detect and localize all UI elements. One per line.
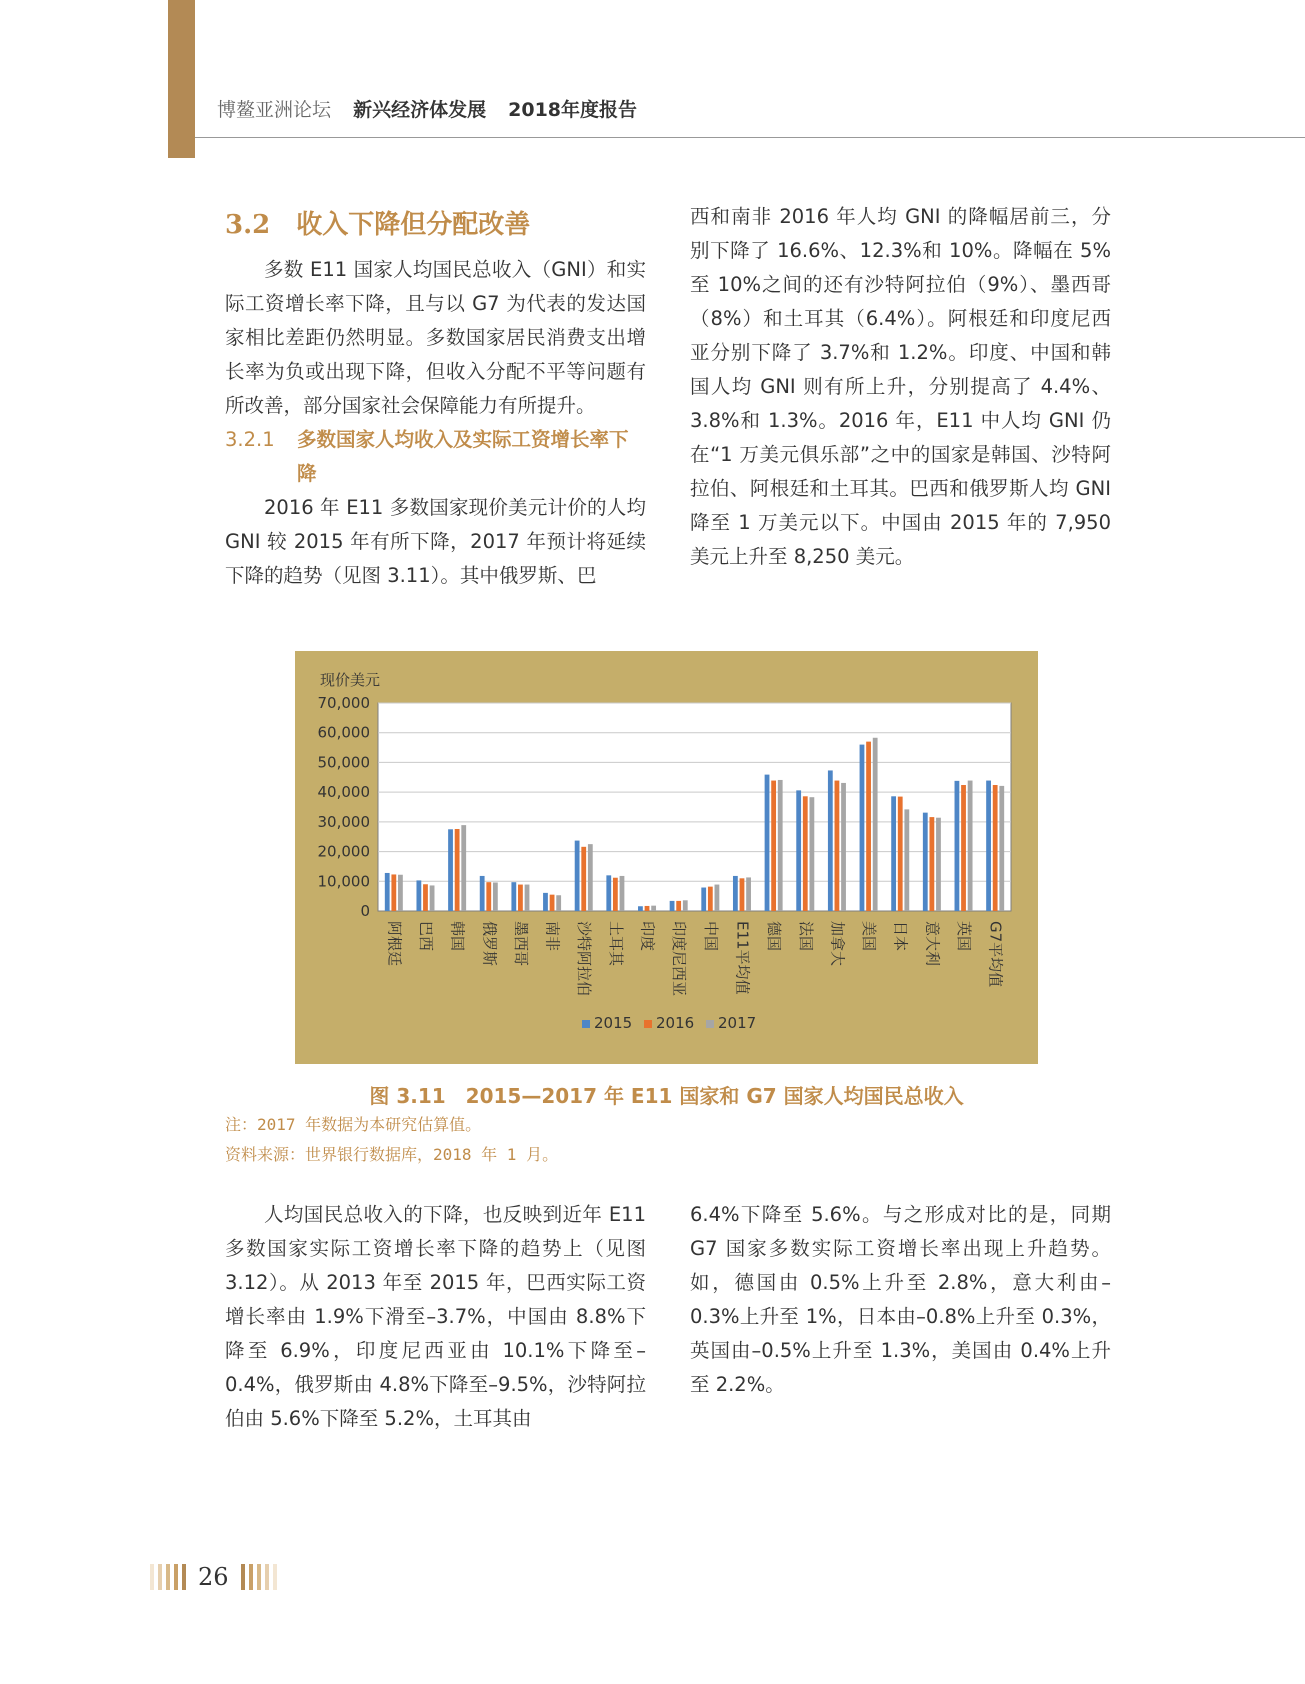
left-column-top xyxy=(225,205,646,593)
gni-chart xyxy=(295,651,1038,1064)
x-tick-label: 土耳其 xyxy=(606,921,625,967)
bar-2015 xyxy=(796,790,801,911)
bar-2016 xyxy=(613,878,618,911)
bar-2017 xyxy=(999,786,1004,911)
bar-2016 xyxy=(835,781,840,911)
bar-2017 xyxy=(968,781,973,911)
bar-2015 xyxy=(606,875,611,911)
figure-note: 注：2017 年数据为本研究估算值。 xyxy=(225,1115,482,1134)
bar-2017 xyxy=(620,876,625,911)
bar-2015 xyxy=(575,841,580,911)
body-paragraph-3: 人均国民总收入的下降，也反映到近年 E11 多数国家实际工资增长率下降的趋势上（见图 3.12）。从 2013 年至 2015 年，巴西实际工资增长率由 1.9%下滑至–3.7%，中国由 8.8%下降至 6.9%，印度尼西亚由 10.1%下降至–0.4%，俄罗斯由 4.8%下降至–9.5%，沙特阿拉伯由 5.6%下降至 5.2%，土耳其由 xyxy=(225,1203,646,1430)
bar-2015 xyxy=(511,882,516,911)
x-tick-label: 加拿大 xyxy=(828,921,847,967)
bar-2017 xyxy=(461,825,466,911)
bar-2016 xyxy=(518,885,523,911)
page-number: 26 xyxy=(198,1563,229,1591)
bar-2016 xyxy=(993,785,998,911)
bar-2016 xyxy=(708,887,713,911)
bar-2016 xyxy=(929,817,934,911)
y-tick-label: 0 xyxy=(360,902,370,920)
x-tick-label: 德国 xyxy=(765,921,784,952)
legend-swatch-2017 xyxy=(706,1020,714,1028)
bar-2017 xyxy=(715,885,720,911)
x-tick-label: 南非 xyxy=(543,921,562,952)
left-column-bottom xyxy=(225,1198,646,1436)
bar-2016 xyxy=(423,884,428,911)
bar-2015 xyxy=(670,901,675,911)
figure-source: 资料来源：世界银行数据库，2018 年 1 月。 xyxy=(225,1145,559,1164)
bar-2016 xyxy=(550,895,555,911)
y-tick-label: 40,000 xyxy=(317,783,370,802)
y-tick-label: 10,000 xyxy=(317,872,370,891)
section-heading xyxy=(225,205,646,245)
bar-2017 xyxy=(778,780,783,911)
y-tick-label: 60,000 xyxy=(317,723,370,742)
gni-chart-svg xyxy=(295,651,1038,1064)
legend-swatch-2016 xyxy=(644,1020,652,1028)
x-tick-label: 沙特阿拉伯 xyxy=(575,921,594,997)
bar-2016 xyxy=(455,829,460,911)
bar-2017 xyxy=(746,877,751,911)
x-tick-label: G7平均值 xyxy=(986,921,1005,988)
bar-2017 xyxy=(936,818,941,911)
body-paragraph-1: 2016 年 E11 多数国家现价美元计价的人均 GNI 较 2015 年有所下降，2017 年预计将延续下降的趋势（见图 3.11）。其中俄罗斯、巴 xyxy=(225,496,646,587)
footer-bars-right xyxy=(241,1564,277,1590)
footer-bars-left xyxy=(150,1564,186,1590)
bar-2017 xyxy=(430,885,435,911)
bar-2017 xyxy=(809,797,814,911)
bar-2016 xyxy=(645,906,650,911)
x-tick-label: 墨西哥 xyxy=(511,921,530,967)
section-title: 收入下降但分配改善 xyxy=(296,210,531,240)
x-tick-label: 俄罗斯 xyxy=(480,921,499,967)
bar-2017 xyxy=(873,738,878,911)
bar-2017 xyxy=(841,783,846,911)
legend-label-2017: 2017 xyxy=(718,1014,757,1032)
bar-2016 xyxy=(581,847,586,911)
bar-2017 xyxy=(493,882,498,911)
right-column-bottom xyxy=(690,1198,1111,1402)
x-tick-label: 英国 xyxy=(955,921,974,952)
x-tick-label: 韩国 xyxy=(448,921,467,952)
legend-swatch-2015 xyxy=(582,1020,590,1028)
bar-2015 xyxy=(638,906,643,911)
page-footer xyxy=(150,1562,277,1592)
bar-2017 xyxy=(556,895,561,911)
header-rule xyxy=(195,137,1305,138)
running-head xyxy=(217,95,637,122)
y-axis-label: 现价美元 xyxy=(320,671,381,689)
bar-2016 xyxy=(898,797,903,911)
y-tick-label: 20,000 xyxy=(317,842,370,861)
bar-2016 xyxy=(676,901,681,911)
legend-label-2015: 2015 xyxy=(594,1014,633,1032)
bar-2015 xyxy=(923,813,928,911)
bar-2015 xyxy=(543,893,548,911)
x-tick-label: 意大利 xyxy=(923,921,942,967)
header-color-tab xyxy=(168,0,195,158)
bar-2015 xyxy=(733,876,738,911)
bar-2015 xyxy=(701,888,706,911)
bar-2017 xyxy=(651,906,656,911)
running-head-book: 新兴经济体发展 xyxy=(353,99,487,121)
subsection-heading xyxy=(225,423,646,491)
bar-2016 xyxy=(866,742,871,911)
x-tick-label: 印度 xyxy=(638,921,657,952)
right-column-top xyxy=(690,200,1111,574)
bar-2015 xyxy=(765,775,770,911)
body-paragraph-4: 6.4%下降至 5.6%。与之形成对比的是，同期 G7 国家多数实际工资增长率出现上升趋势。如，德国由 0.5%上升至 2.8%，意大利由–0.3%上升至 1%，日本由–0.8%上升至 0.3%，英国由–0.5%上升至 1.3%，美国由 0.4%上升至 2.2%。 xyxy=(690,1203,1111,1396)
y-tick-label: 30,000 xyxy=(317,812,370,831)
bar-2015 xyxy=(891,796,896,911)
intro-paragraph: 多数 E11 国家人均国民总收入（GNI）和实际工资增长率下降，且与以 G7 为代表的发达国家相比差距仍然明显。多数国家居民消费支出增长率为负或出现下降，但收入分配不平等问题有所改善，部分国家社会保障能力有所提升。 xyxy=(225,258,646,417)
bar-2016 xyxy=(486,882,491,911)
bar-2016 xyxy=(961,785,966,911)
bar-2015 xyxy=(986,781,991,911)
legend-label-2016: 2016 xyxy=(656,1014,695,1032)
bar-2015 xyxy=(955,781,960,911)
plot-area xyxy=(378,703,1011,911)
y-tick-label: 50,000 xyxy=(317,753,370,772)
bar-2016 xyxy=(771,781,776,911)
figure-caption: 图 3.11 2015—2017 年 E11 国家和 G7 国家人均国民总收入 xyxy=(369,1084,964,1108)
section-number: 3.2 xyxy=(225,210,271,240)
bar-2017 xyxy=(398,875,403,911)
x-tick-label: 阿根廷 xyxy=(385,921,404,967)
x-tick-label: E11平均值 xyxy=(733,921,752,995)
bar-2017 xyxy=(588,844,593,911)
x-tick-label: 印度尼西亚 xyxy=(670,921,689,997)
x-tick-label: 美国 xyxy=(860,921,879,952)
bar-2016 xyxy=(803,796,808,911)
subsection-number: 3.2.1 xyxy=(225,428,275,451)
bar-2015 xyxy=(480,876,485,911)
subsection-title: 多数国家人均收入及实际工资增长率下降 xyxy=(297,428,629,485)
bar-2017 xyxy=(525,885,530,911)
bar-2017 xyxy=(904,809,909,911)
running-head-forum: 博鳌亚洲论坛 xyxy=(217,99,332,121)
bar-2015 xyxy=(860,745,865,911)
y-tick-label: 70,000 xyxy=(317,694,370,712)
x-tick-label: 巴西 xyxy=(416,921,435,952)
bar-2016 xyxy=(391,874,396,911)
bar-2016 xyxy=(740,878,745,911)
bar-2017 xyxy=(683,900,688,911)
body-paragraph-2: 西和南非 2016 年人均 GNI 的降幅居前三，分别下降了 16.6%、12.3%和 10%。降幅在 5%至 10%之间的还有沙特阿拉伯（9%）、墨西哥（8%）和土耳其（6.4%）。阿根廷和印度尼西亚分别下降了 3.7%和 1.2%。印度、中国和韩国人均 GNI 则有所上升，分别提高了 4.4%、3.8%和 1.3%。2016 年，E11 中人均 GNI 仍在“1 万美元俱乐部”之中的国家是韩国、沙特阿拉伯、阿根廷和土耳其。巴西和俄罗斯人均 GNI 降至 1 万美元以下。中国由 2015 年的 7,950 美元上升至 8,250 美元。 xyxy=(690,205,1111,568)
bar-2015 xyxy=(828,770,833,911)
running-head-report: 2018年度报告 xyxy=(508,99,638,121)
x-tick-label: 法国 xyxy=(796,921,815,952)
x-tick-label: 中国 xyxy=(701,921,720,952)
bar-2015 xyxy=(385,873,390,911)
bar-2015 xyxy=(448,829,453,911)
bar-2015 xyxy=(416,880,421,911)
x-tick-label: 日本 xyxy=(891,921,910,952)
